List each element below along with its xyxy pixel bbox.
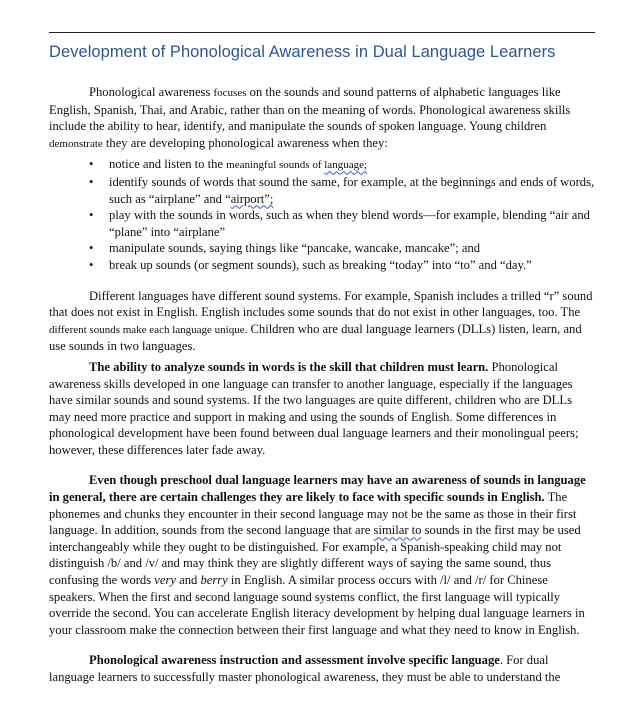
document-body bbox=[49, 84, 595, 686]
paragraph-sound-systems-small: different sounds make each language unique. bbox=[49, 323, 248, 336]
paragraph-challenges-flagged-phrase: similar to bbox=[373, 523, 422, 538]
paragraph-challenges-text-c: and bbox=[175, 573, 201, 588]
page-title: Development of Phonological Awareness in Dual Language Learners bbox=[49, 43, 556, 61]
paragraph-instruction bbox=[49, 652, 595, 685]
bullet-icon: • bbox=[89, 174, 94, 189]
list-item-small: meaningful sounds of bbox=[226, 159, 325, 172]
paragraph-challenges-italic-berry: berry bbox=[200, 573, 228, 588]
bullet-icon: • bbox=[89, 157, 94, 172]
list-item-text: play with the sounds in words, such as when they blend words—for example, blending “air and “plane” into “airplane” bbox=[109, 208, 590, 239]
paragraph-intro-small-b: demonstrate bbox=[49, 137, 103, 150]
list-item-text: notice and listen to the bbox=[109, 157, 227, 172]
skills-list bbox=[49, 156, 595, 273]
list-item-flagged-word: language; bbox=[324, 159, 368, 172]
list-item bbox=[89, 156, 595, 174]
paragraph-intro-text-c: they are developing phonological awareness when they: bbox=[102, 135, 388, 150]
paragraph-analyze-sounds-lead: The ability to analyze sounds in words is the skill that children must learn. bbox=[89, 359, 489, 374]
list-item-text: identify sounds of words that sound the same, for example, at the beginnings and ends of words, such as “airplane” and “ bbox=[109, 174, 595, 206]
paragraph-challenges-lead: Even though preschool dual language learners may have an awareness of sounds in language in general, there are certain challenges they are likely to face with specific sounds in English. bbox=[49, 473, 586, 505]
paragraph-analyze-sounds bbox=[49, 359, 595, 459]
paragraph-sound-systems bbox=[49, 288, 595, 355]
paragraph-intro-small-a: focuses bbox=[213, 87, 247, 99]
list-item-text: break up sounds (or segment sounds), such as breaking “today” into “to” and “day.” bbox=[109, 257, 532, 272]
list-item bbox=[89, 257, 595, 274]
paragraph-intro bbox=[49, 84, 595, 152]
paragraph-challenges bbox=[49, 472, 595, 638]
bullet-icon: • bbox=[89, 241, 94, 256]
bullet-icon: • bbox=[89, 257, 94, 272]
paragraph-sound-systems-text-b: Children who are dual language learners (DLLs) listen, learn, and use sounds in two languages. bbox=[49, 321, 582, 354]
list-item bbox=[89, 240, 595, 257]
list-item-flagged-word: airport”; bbox=[230, 191, 274, 206]
list-item bbox=[89, 174, 595, 207]
paragraph-sound-systems-text-a: Different languages have different sound systems. For example, Spanish includes a trilled “r” sound that does not exist in English. English includes some sounds that do not exist in other languages, too. The bbox=[49, 288, 593, 320]
paragraph-challenges-text-b: sounds in the first may be used interchangeably while they ought to be distinguished. For example, a Spanish-speaking child may not distinguish /b/ and /v/ and may think they are slightly different ways of saying the same sound, thus confusing the words bbox=[49, 523, 581, 588]
paragraph-challenges-text-d: in English. A similar process occurs with /l/ and /r/ for Chinese speakers. When the first and second language sound systems conflict, the first language will typically override the second. You can accelerate English literacy development by helping dual language learners in your classroom make the connection between their first language and what they need to know in English. bbox=[49, 573, 585, 637]
list-item bbox=[89, 207, 595, 240]
paragraph-intro-text-a: Phonological awareness bbox=[89, 85, 214, 99]
paragraph-analyze-sounds-text: Phonological awareness skills developed in one language can transfer to another language, especially if the languages have similar sounds and sound systems. If the two languages are quite different, children who are DLLs may need more practice and support in making and using the sounds of English. Some differences in phonological development have been found between dual language learners and their monolingual peers; however, these differences later fade away. bbox=[49, 359, 579, 457]
bullet-icon: • bbox=[89, 208, 94, 223]
paragraph-challenges-text-a: The phonemes and chunks they encounter in their second language may not be the same as those in their first language. In addition, sounds from the second language that are bbox=[49, 490, 577, 538]
header-rule bbox=[49, 32, 595, 33]
paragraph-challenges-italic-very: very bbox=[154, 573, 176, 588]
paragraph-instruction-lead: Phonological awareness instruction and assessment involve specific language bbox=[89, 653, 500, 668]
list-item-text: manipulate sounds, saying things like “pancake, wancake, mancake”; and bbox=[109, 241, 481, 256]
paragraph-instruction-text: . For dual language learners to successfully master phonological awareness, they must be able to understand the bbox=[49, 653, 561, 684]
paragraph-intro-text-b: on the sounds and sound patterns of alphabetic languages like English, Spanish, Thai, and Arabic, rather than on the meaning of words. Phonological awareness skills include the ability to hear, identify, and manipulate the sounds of spoken language. Young children bbox=[49, 85, 571, 134]
